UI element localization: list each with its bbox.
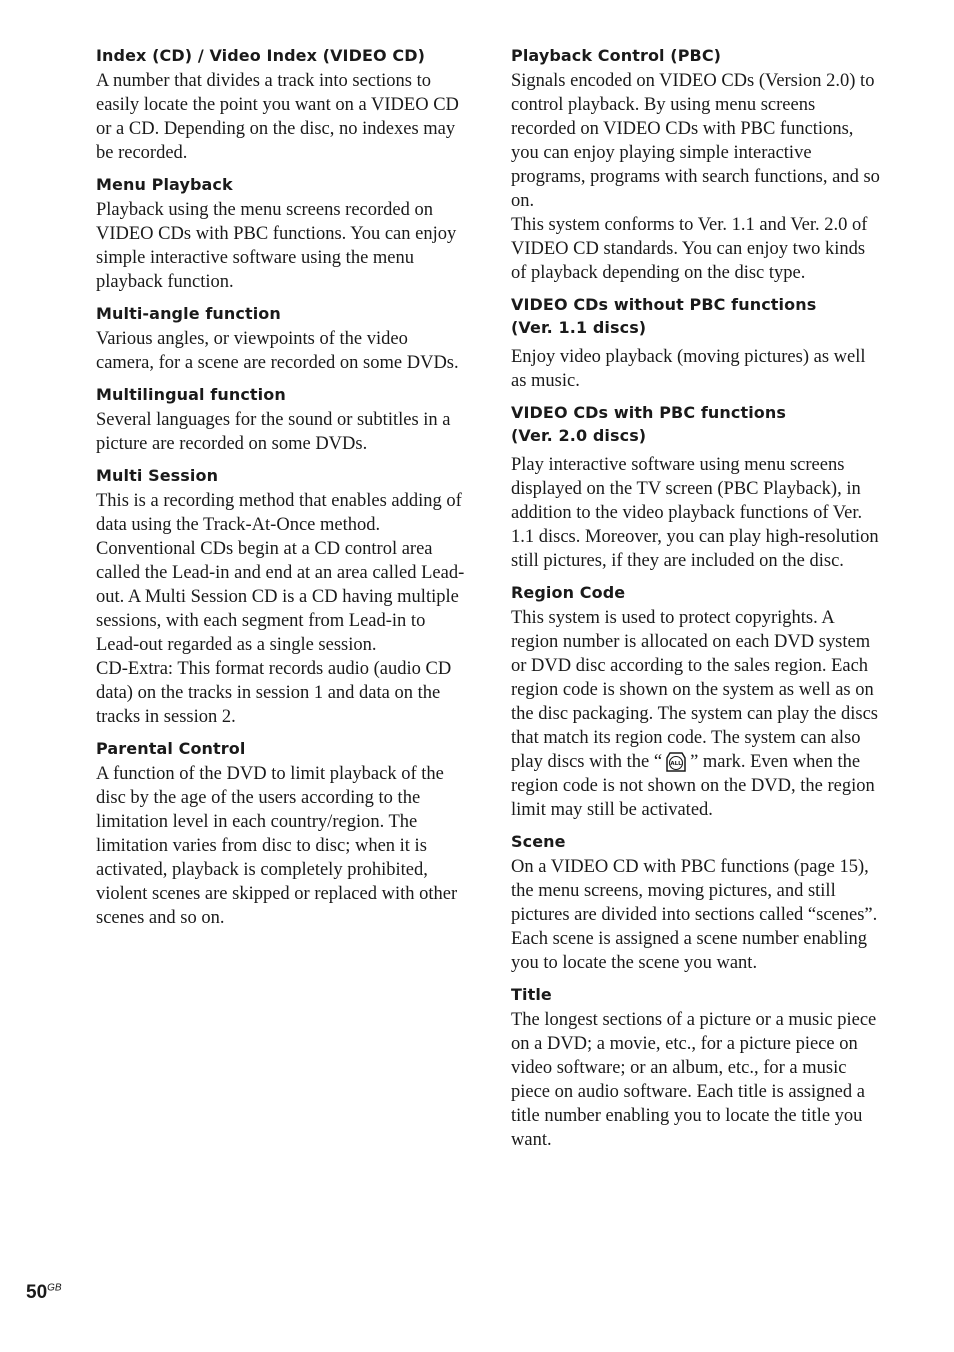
glossary-subentry-with-pbc bbox=[511, 401, 883, 573]
glossary-entry-multi-session bbox=[96, 464, 468, 729]
glossary-entry-scene bbox=[511, 830, 883, 975]
term-definition: Enjoy video playback (moving pictures) as well as music. bbox=[511, 347, 866, 391]
term-definition: Play interactive software using menu screens displayed on the TV screen (PBC Playback), in addition to the video playback functions of Ver. 1.1 discs. Moreover, you can play high-resolution still pictures, if they are included on the disc. bbox=[511, 455, 879, 571]
term-heading: Menu Playback bbox=[96, 175, 233, 194]
term-heading: Index (CD) / Video Index (VIDEO CD) bbox=[96, 46, 426, 65]
term-definition: The longest sections of a picture or a music piece on a DVD; a movie, etc., for a picture piece on video software; or an album, etc., for a music piece on audio software. Each title is assigned a title number enabling you to locate the title you want. bbox=[511, 1010, 877, 1150]
term-heading: Multi-angle function bbox=[96, 304, 281, 323]
term-definition: This is a recording method that enables adding of data using the Track-At-Once method. Conventional CDs begin at a CD control area called the Lead-in and end at an area called Lead-out. A Multi Session CD is a CD having multiple sessions, with each segment from Lead-in to Lead-out regarded as a single session. CD-Extra: This format records audio (audio CD data) on the tracks in session 1 and data on the tracks in session 2. bbox=[96, 491, 465, 727]
definition-text-after: ” mark. Even when the region code is not shown on the DVD, the region limit may still be activated. bbox=[511, 752, 875, 820]
glossary-subentry-without-pbc bbox=[511, 293, 883, 393]
term-definition: A function of the DVD to limit playback of the disc by the age of the users according to the limitation level in each country/region. The limitation varies from disc to disc; when it is activated, playback is completely prohibited, violent scenes are skipped or replaced with other scenes and so on. bbox=[96, 764, 458, 928]
glossary-entry-parental-control bbox=[96, 737, 468, 930]
subterm-heading: VIDEO CDs with PBC functions (Ver. 2.0 discs) bbox=[511, 403, 787, 445]
glossary-entry-menu-playback bbox=[96, 173, 468, 294]
term-definition: Signals encoded on VIDEO CDs (Version 2.0) to control playback. By using menu screens recorded on VIDEO CDs with PBC functions, you can enjoy playing simple interactive programs, programs with search functions, and so on. This system conforms to Ver. 1.1 and Ver. 2.0 of VIDEO CD standards. You can enjoy two kinds of playback depending on the disc type. bbox=[511, 71, 880, 283]
term-definition: Several languages for the sound or subtitles in a picture are recorded on some DVDs. bbox=[96, 410, 451, 454]
term-heading: Multilingual function bbox=[96, 385, 286, 404]
glossary-entry-pbc bbox=[511, 44, 883, 285]
definition-text-before: This system is used to protect copyrights. A region number is allocated on each DVD system or DVD disc according to the sales region. Each region code is shown on the system as well as on the disc packaging. The system can play the discs that match its region code. The system can also play discs with the “ bbox=[511, 608, 878, 772]
term-definition: On a VIDEO CD with PBC functions (page 15), the menu screens, moving pictures, and still pictures are divided into sections called “scenes”. Each scene is assigned a scene number enabling you to locate the scene you want. bbox=[511, 857, 878, 973]
glossary-entry-index bbox=[96, 44, 468, 165]
term-heading: Title bbox=[511, 985, 552, 1004]
glossary-entry-title bbox=[511, 983, 883, 1152]
term-definition bbox=[511, 606, 883, 822]
page-number-value: 50 bbox=[26, 1282, 48, 1303]
subterm-heading: VIDEO CDs without PBC functions (Ver. 1.1 discs) bbox=[511, 295, 817, 337]
glossary-entry-region-code bbox=[511, 581, 883, 822]
term-heading: Region Code bbox=[511, 583, 626, 602]
term-definition: A number that divides a track into sections to easily locate the point you want on a VIDEO CD or a CD. Depending on the disc, no indexes may be recorded. bbox=[96, 71, 459, 163]
term-heading: Playback Control (PBC) bbox=[511, 46, 722, 65]
glossary-entry-multi-angle bbox=[96, 302, 468, 375]
page-number bbox=[26, 1282, 62, 1304]
page-number-suffix: GB bbox=[47, 1282, 62, 1294]
glossary-entry-multilingual bbox=[96, 383, 468, 456]
right-column bbox=[511, 44, 883, 1160]
term-heading: Parental Control bbox=[96, 739, 246, 758]
term-heading: Scene bbox=[511, 832, 566, 851]
left-column bbox=[96, 44, 468, 938]
region-all-mark-icon bbox=[664, 750, 688, 774]
region-all-mark-label: ALL bbox=[670, 761, 682, 767]
term-definition: Playback using the menu screens recorded on VIDEO CDs with PBC functions. You can enjoy simple interactive software using the menu playback function. bbox=[96, 200, 457, 292]
term-heading: Multi Session bbox=[96, 466, 219, 485]
term-definition: Various angles, or viewpoints of the video camera, for a scene are recorded on some DVDs. bbox=[96, 329, 459, 373]
